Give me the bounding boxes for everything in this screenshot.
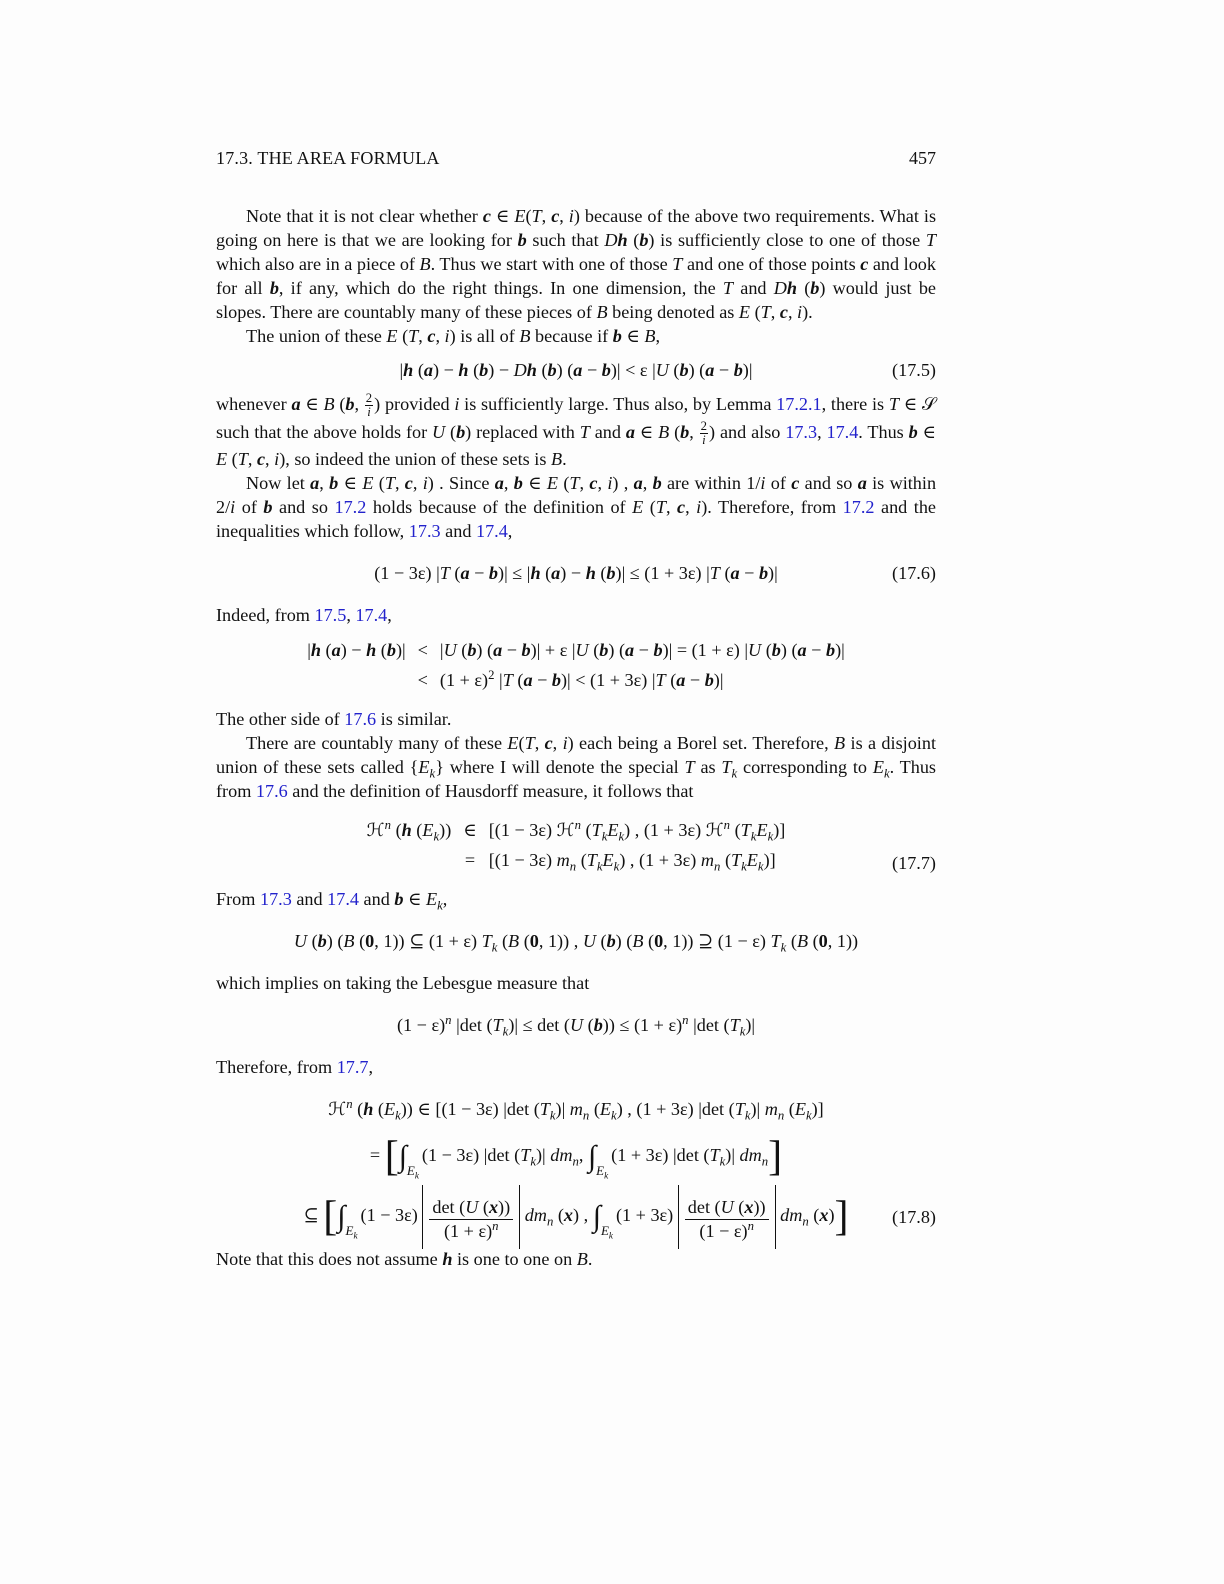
paragraph-9: which implies on taking the Lebesgue measure that	[216, 973, 590, 994]
equation-number: (17.6)	[892, 563, 936, 584]
paragraph-4: Now let a, b ∈ E (T, c, i) . Since a, b ∈ E (T, c, i) , a, b are within 1/i of c and so a is within 2/i of b and so 17.2 holds because of the definition of E (T, c, i). Therefore, from 17.2 and the inequalities which follow, 17.3 and 17.4,	[216, 473, 937, 542]
paragraph-10: Therefore, from 17.7,	[216, 1057, 374, 1078]
ref-17-4[interactable]: 17.4	[327, 889, 359, 910]
page-body	[216, 204, 936, 1271]
equation-number: (17.7)	[892, 853, 936, 874]
paragraph-11: Note that this does not assume h is one to one on B.	[216, 1249, 593, 1270]
equation-aligned-1: |h (a) − h (b)| < |U (b) (a − b)| + ε |U (b) (a − b)| = (1 + ε) |U (b) (a − b)| < $(1 + \varepsilon)^2$ |T (a − b)| < (1 + 3ε) |T (a − b)|	[307, 640, 845, 691]
paragraph-1: Note that it is not clear whether c ∈ E(T, c, i) because of the above two requirements. What is going on here is that we are looking for b such that Dh (b) is sufficiently close to one of those T which also are in a piece of B. Thus we start with one of those T and one of those points c and look for all b, if any, which do the right things. In one dimension, the T and Dh (b) would just be slopes. There are countably many of these pieces of B being denoted as E (T, c, i).	[216, 206, 937, 322]
ref-17-4[interactable]: 17.4	[355, 605, 388, 626]
paragraph-6: The other side of 17.6 is similar.	[216, 709, 452, 730]
paragraph-3: whenever a ∈ B (b, $\frac{2}{i}$ ) provided i is sufficiently large. Thus also, by Lemma 17.2.1, there is T ∈ 𝒮 such that the above holds for U (b) replaced with T and a ∈ B (b, $\frac{2}{i}$ ) and also 17.3, 17.4. Thus b ∈ E (T, c, i), so indeed the union of these sets is B.	[216, 391, 937, 470]
ref-17-7[interactable]: 17.7	[336, 1057, 369, 1078]
ref-17-3[interactable]: 17.3	[785, 421, 818, 442]
equation-number: (17.5)	[892, 360, 936, 380]
equation-17-5: |h (a) − h (b) − Dh (b) (a − b)| < ε |U (b) (a − b)| (17.5)	[216, 348, 936, 392]
equation-number: (17.8)	[892, 1207, 936, 1228]
ref-17-6[interactable]: 17.6	[344, 709, 377, 730]
equation-inclusions: U (b) (B (0, 1)) ⊆ (1 + ε) $T_k$ (B (0, 1)) , U (b) (B (0, 1)) ⊇ (1 − ε) $T_k$ (B (0, 1))	[293, 931, 859, 956]
equation-determinant: $(1 - \varepsilon)^n$ |det $(T_k)| \le \det (U$ $(b)) \le (1 + \varepsilon)^n$ |det $(T_k)|$	[396, 1013, 756, 1040]
paragraph-8: From 17.3 and 17.4 and b ∈ $E_k$,	[216, 889, 448, 914]
paragraph-2: The union of these E (T, c, i) is all of B because if b ∈ B,	[246, 326, 661, 346]
paragraph-7: There are countably many of these E(T, c, i) each being a Borel set. Therefore, B is a disjoint union of these sets called $\{E_k\}$ where I will denote the special T as $T_k$ corresponding to $E_k$. Thus from 17.6 and the definition of Hausdorff measure, it follows that	[216, 733, 936, 802]
ref-17-6[interactable]: 17.6	[255, 781, 288, 802]
section-title: 17.3. THE AREA FORMULA	[216, 148, 440, 168]
paragraph-5: Indeed, from 17.5, 17.4,	[216, 605, 392, 626]
page-number: 457	[909, 148, 936, 168]
equation-17-6: (1 − 3ε) |T (a − b)| ≤ |h (a) − h (b)| ≤ (1 + 3ε) |T (a − b)| (17.6)	[216, 551, 936, 595]
equation-17-7: ℋ$^n$ (h $(E_k)$) ∈ [(1 − 3ε) ℋ$^n$ $(T_kE_k)$ , (1 + 3ε) ℋ$^n$ $(T_kE_k)$] = [(1 − 3ε) $m_n$ $(T_kE_k)$ , (1 + 3ε) $m_n$ $(T_kE_k)$] (17.7)	[366, 818, 936, 875]
ref-17-5[interactable]: 17.5	[314, 605, 347, 626]
ref-17-2[interactable]: 17.2	[334, 497, 367, 518]
ref-17-4[interactable]: 17.4	[475, 521, 508, 542]
ref-lemma-17-2-1[interactable]: 17.2.1	[776, 394, 822, 415]
ref-17-3[interactable]: 17.3	[259, 889, 292, 910]
equation-17-8: ℋ$^n$ (h $(E_k)$) ∈ [(1 − 3ε) |det $(T_k)|$ $m_n$ $(E_k)$ , (1 + 3ε) |det $(T_k)|$ $m_n$ $(E_k)$] = [$\int_{E_k}(1 - 3\varepsilon)$ |det $(T_k)|$ $dm_n$, $\int_{E_k}(1 + 3\varepsilon)$ |det $(T_k)|$ $dm_n$] ⊆ [$\int_{E_k}(1 - 3\varepsilon)$ det (U (x)) $(1 + \varepsilon)^n$ $dm_n$ (x) , $\int_{E_k}(1 + 3\varepsilon)$ det (U (x)) $(1 - \varepsilon)^n$ $dm_n$ (x)] (17.8)	[216, 1091, 936, 1247]
ref-17-4[interactable]: 17.4	[826, 421, 859, 442]
running-header	[216, 148, 936, 176]
ref-17-2[interactable]: 17.2	[842, 497, 875, 518]
ref-17-3[interactable]: 17.3	[408, 521, 441, 542]
